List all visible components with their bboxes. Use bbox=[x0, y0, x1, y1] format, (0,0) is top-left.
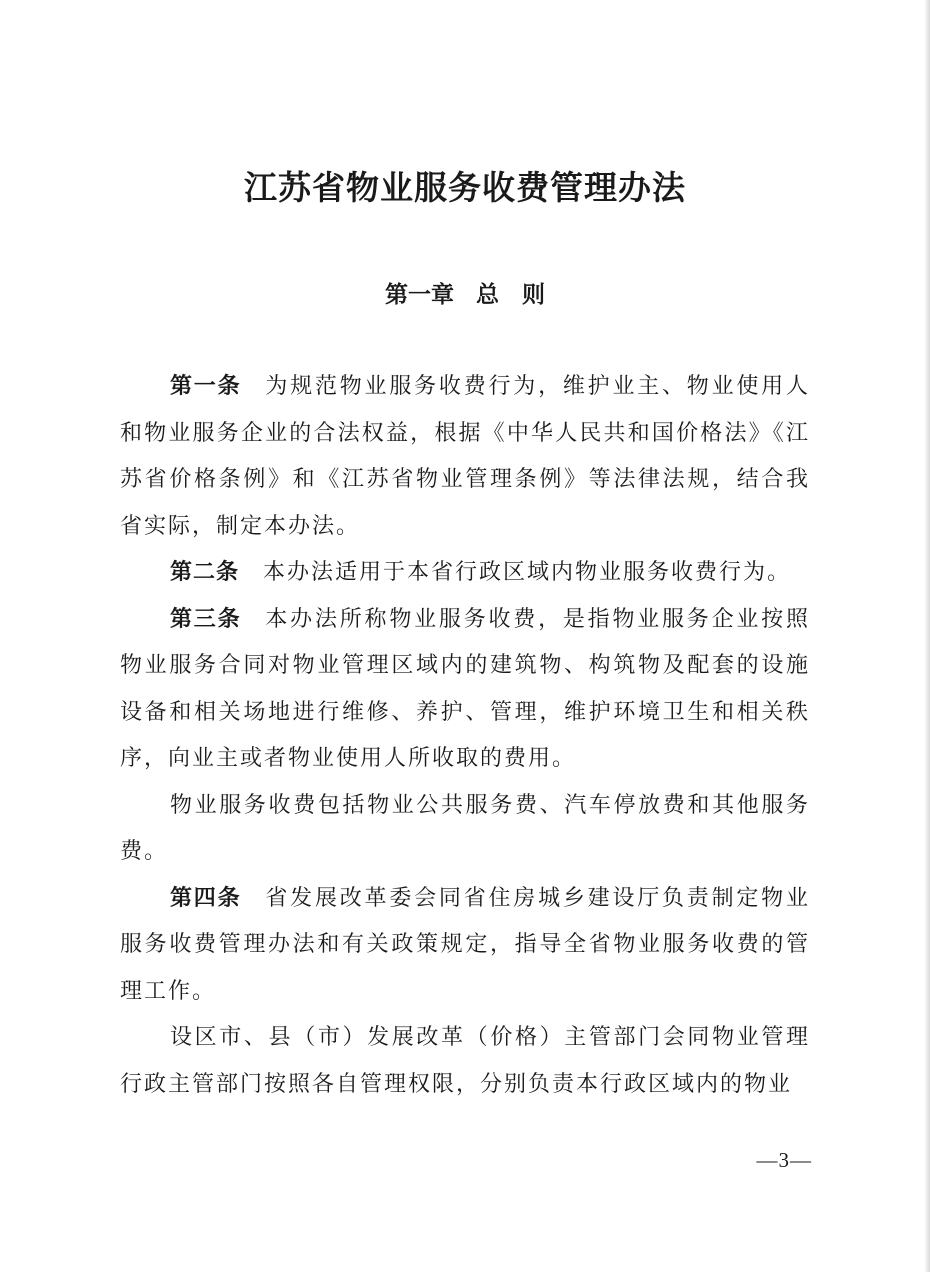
document-body bbox=[120, 364, 810, 1108]
document-title: 江苏省物业服务收费管理办法 bbox=[244, 168, 686, 207]
article-label: 第二条 bbox=[170, 560, 240, 585]
chapter-label: 第一章 bbox=[385, 282, 454, 308]
paragraph-article-4 bbox=[120, 876, 810, 1016]
page-number: —3— bbox=[756, 1148, 812, 1172]
paragraph-article-3 bbox=[120, 597, 810, 783]
paragraph-article-3-cont bbox=[120, 783, 810, 876]
paragraph-text: 本办法适用于本省行政区域内物业服务收费行为。 bbox=[263, 560, 792, 585]
paragraph-article-2 bbox=[120, 550, 810, 597]
article-label: 第四条 bbox=[170, 885, 242, 911]
paragraph-text: 物业服务收费包括物业公共服务费、汽车停放费和其他服务费。 bbox=[120, 792, 810, 864]
paragraph-article-1 bbox=[120, 364, 810, 550]
paragraph-text: 省发展改革委会同省住房城乡建设厅负责制定物业服务收费管理办法和有关政策规定，指导全省物业服务收费的管理工作。 bbox=[120, 885, 810, 1004]
paragraph-article-4-cont bbox=[120, 1015, 810, 1108]
paragraph-text: 设区市、县（市）发展改革（价格）主管部门会同物业管理行政主管部门按照各自管理权限，分别负责本行政区域内的物业 bbox=[120, 1025, 810, 1097]
article-label: 第一条 bbox=[170, 374, 242, 399]
paragraph-text: 本办法所称物业服务收费，是指物业服务企业按照物业服务合同对物业管理区域内的建筑物、构筑物及配套的设施设备和相关场地进行维修、养护、管理，维护环境卫生和相关秩序，向业主或者物业使用人所收取的费用。 bbox=[120, 606, 810, 771]
chapter-name: 总 则 bbox=[476, 282, 545, 308]
chapter-heading bbox=[0, 278, 930, 312]
article-label: 第三条 bbox=[170, 606, 242, 632]
paragraph-text: 为规范物业服务收费行为，维护业主、物业使用人和物业服务企业的合法权益，根据《中华人民共和国价格法》《江苏省价格条例》和《江苏省物业管理条例》等法律法规，结合我省实际，制定本办法。 bbox=[120, 374, 810, 539]
